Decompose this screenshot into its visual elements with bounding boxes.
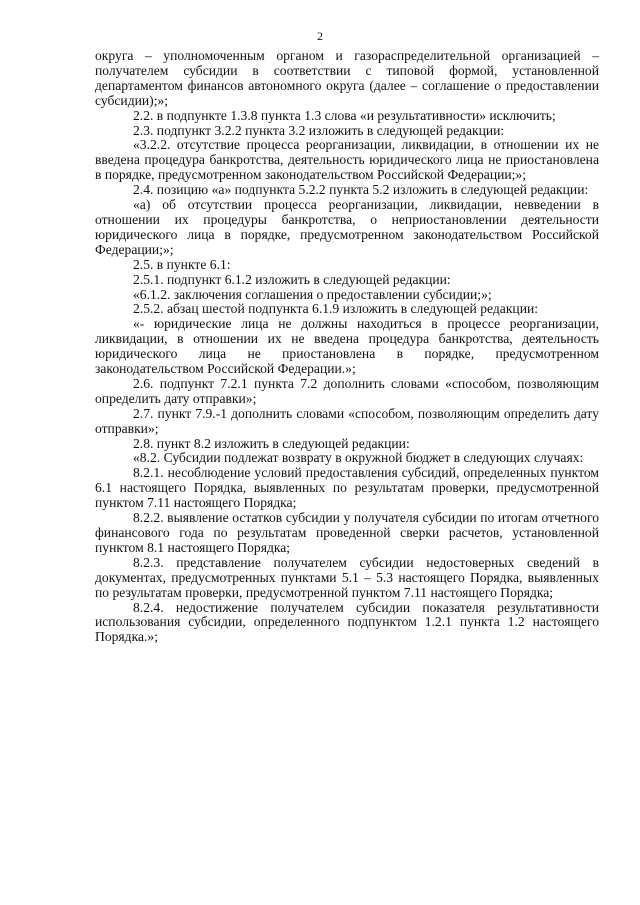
paragraph: 8.2.2. выявление остатков субсидии у получателя субсидии по итогам отчетного финансового года по результатам проведенной сверки расчетов, установленной пунктом 8.1 настоящего Порядка; xyxy=(95,510,599,555)
paragraph: 2.2. в подпункте 1.3.8 пункта 1.3 слова «и результативности» исключить; xyxy=(133,107,556,123)
paragraph: «6.1.2. заключения соглашения о предоставлении субсидии;»; xyxy=(133,286,492,302)
paragraph: 2.3. подпункт 3.2.2 пункта 3.2 изложить в следующей редакции: xyxy=(133,122,505,138)
document-body xyxy=(95,49,599,645)
page-number: 2 xyxy=(317,29,323,43)
paragraph: 2.4. позицию «а» подпункта 5.2.2 пункта 5.2 изложить в следующей редакции: xyxy=(133,182,589,198)
paragraph: 8.2.3. представление получателем субсидии недостоверных сведений в документах, предусмотренных пунктами 5.1 – 5.3 настоящего Порядка, выявленных по результатам проверки, предусмотренной пунктом 7.11 настоящего Порядка; xyxy=(95,554,599,600)
paragraph: 2.6. подпункт 7.2.1 пункта 7.2 дополнить словами «способом, позволяющим определить дату отправки»; xyxy=(95,375,599,406)
paragraph: округа – уполномоченным органом и газораспределительной организацией – получателем субсидии в соответствии с типовой формой, установленной департаментом финансов автономного округа (далее – соглашение о предоставлении субсидии);»; xyxy=(95,48,599,108)
paragraph: «8.2. Субсидии подлежат возврату в окружной бюджет в следующих случаях: xyxy=(133,450,584,466)
paragraph: «а) об отсутствии процесса реорганизации, ликвидации, невведении в отношении их процедуры банкротства, о неприостановлении деятельности юридического лица в порядке, предусмотренном законодательством Российской Федерации;»; xyxy=(95,197,599,257)
paragraph: 2.5.2. абзац шестой подпункта 6.1.9 изложить в следующей редакции: xyxy=(133,301,539,317)
paragraph: 2.8. пункт 8.2 изложить в следующей редакции: xyxy=(133,435,410,451)
paragraph: 2.5. в пункте 6.1: xyxy=(133,256,231,272)
paragraph: 8.2.4. недостижение получателем субсидии показателя результативности использования субсидии, определенного подпунктом 1.2.1 пункта 1.2 настоящего Порядка.»; xyxy=(95,599,599,645)
paragraph: 8.2.1. несоблюдение условий предоставления субсидий, определенных пунктом 6.1 настоящего Порядка, выявленных по результатам проверки, предусмотренной пунктом 7.11 настоящего Порядка; xyxy=(95,465,599,511)
paragraph: «- юридические лица не должны находиться в процессе реорганизации, ликвидации, в отношении их не введена процедура банкротства, деятельность юридического лица не приостановлена в порядке, предусмотренном законодательством Российской Федерации.»; xyxy=(95,316,599,377)
paragraph: «3.2.2. отсутствие процесса реорганизации, ликвидации, в отношении их не введена процедура банкротства, деятельность юридического лица не приостановлена в порядке, предусмотренном законодательством Российской Федерации;»; xyxy=(95,137,599,183)
paragraph: 2.5.1. подпункт 6.1.2 изложить в следующей редакции: xyxy=(133,271,451,287)
paragraph: 2.7. пункт 7.9.-1 дополнить словами «способом, позволяющим определить дату отправки»; xyxy=(95,405,599,436)
